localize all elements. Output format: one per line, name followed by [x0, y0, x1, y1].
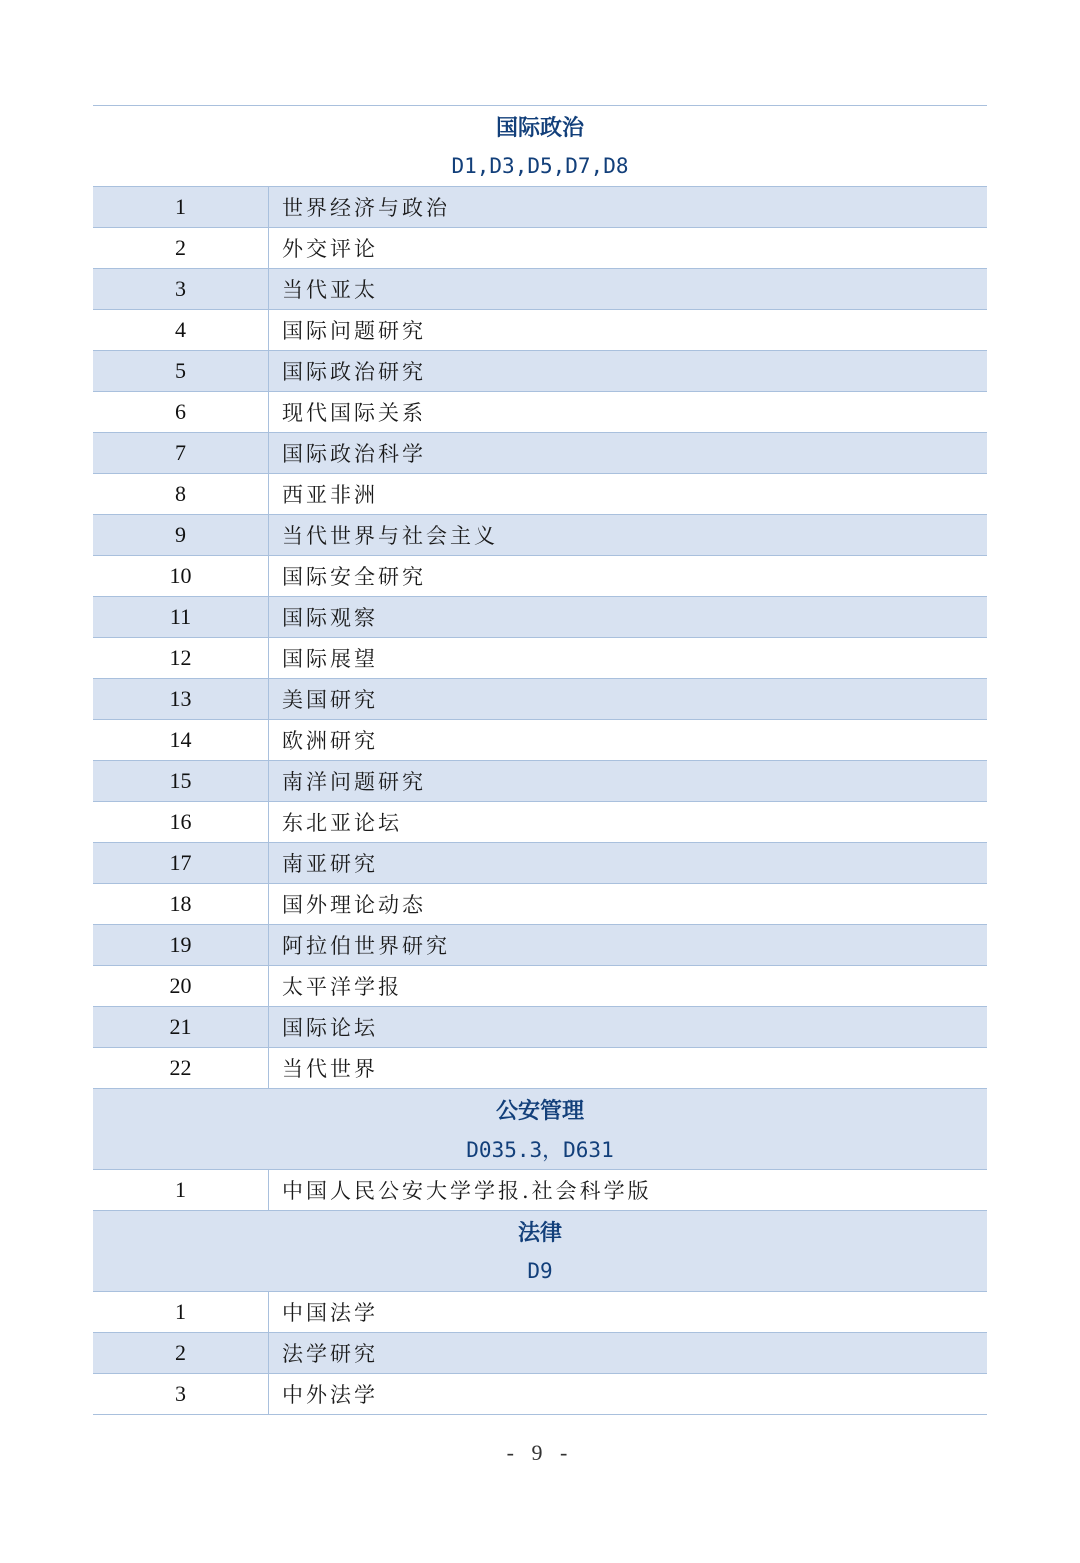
row-number: 20 [93, 966, 269, 1006]
journal-name: 国外理论动态 [282, 893, 426, 917]
row-number: 18 [93, 884, 269, 924]
journal-table [93, 105, 987, 1415]
section-codes: D035.3，D631 [466, 1138, 614, 1162]
journal-name: 南亚研究 [282, 852, 378, 876]
table-row [93, 1333, 987, 1374]
journal-name: 现代国际关系 [282, 401, 426, 425]
row-number: 12 [93, 638, 269, 678]
section-header-law [93, 1211, 987, 1292]
table-row [93, 1007, 987, 1048]
journal-name: 中外法学 [282, 1383, 378, 1407]
journal-name: 外交评论 [282, 237, 378, 261]
section-title: 国际政治 [495, 114, 584, 141]
journal-name: 阿拉伯世界研究 [282, 934, 450, 958]
row-number: 13 [93, 679, 269, 719]
journal-name: 国际展望 [282, 647, 378, 671]
table-row [93, 884, 987, 925]
journal-name: 法学研究 [282, 1342, 378, 1366]
table-row [93, 1048, 987, 1089]
row-number: 3 [93, 1374, 269, 1414]
journal-name: 当代世界与社会主义 [282, 524, 498, 548]
table-row [93, 1374, 987, 1415]
row-number: 8 [93, 474, 269, 514]
row-number: 15 [93, 761, 269, 801]
row-number: 21 [93, 1007, 269, 1047]
row-number: 1 [93, 187, 269, 227]
journal-name: 当代亚太 [282, 278, 378, 302]
row-number: 17 [93, 843, 269, 883]
journal-name: 西亚非洲 [282, 483, 378, 507]
journal-name: 国际论坛 [282, 1016, 378, 1040]
table-row [93, 761, 987, 802]
table-row [93, 433, 987, 474]
table-row [93, 720, 987, 761]
table-row [93, 228, 987, 269]
row-number: 14 [93, 720, 269, 760]
row-number: 7 [93, 433, 269, 473]
journal-name: 南洋问题研究 [282, 770, 426, 794]
journal-name: 国际政治研究 [282, 360, 426, 384]
row-number: 9 [93, 515, 269, 555]
table-row [93, 269, 987, 310]
table-row [93, 474, 987, 515]
journal-name: 太平洋学报 [282, 975, 402, 999]
row-number: 2 [93, 228, 269, 268]
journal-name: 东北亚论坛 [282, 811, 402, 835]
section-codes: D1,D3,D5,D7,D8 [451, 154, 629, 178]
journal-name: 美国研究 [282, 688, 378, 712]
row-number: 4 [93, 310, 269, 350]
section-title: 公安管理 [495, 1097, 584, 1124]
row-number: 1 [93, 1170, 269, 1210]
journal-name: 国际安全研究 [282, 565, 426, 589]
row-number: 3 [93, 269, 269, 309]
table-row [93, 1170, 987, 1211]
row-number: 5 [93, 351, 269, 391]
table-row [93, 802, 987, 843]
table-row [93, 187, 987, 228]
journal-name: 中国人民公安大学学报.社会科学版 [282, 1179, 652, 1203]
table-row [93, 1292, 987, 1333]
page-number: - 9 - [506, 1440, 574, 1465]
row-number: 11 [93, 597, 269, 637]
table-row [93, 925, 987, 966]
row-number: 10 [93, 556, 269, 596]
table-row [93, 515, 987, 556]
journal-name: 国际政治科学 [282, 442, 426, 466]
section-codes: D9 [527, 1259, 553, 1283]
row-number: 16 [93, 802, 269, 842]
journal-name: 国际问题研究 [282, 319, 426, 343]
journal-name: 国际观察 [282, 606, 378, 630]
journal-name: 世界经济与政治 [282, 196, 450, 220]
table-row [93, 351, 987, 392]
journal-name: 当代世界 [282, 1057, 378, 1081]
table-row [93, 966, 987, 1007]
journal-name: 欧洲研究 [282, 729, 378, 753]
section-header-public-security [93, 1089, 987, 1170]
row-number: 19 [93, 925, 269, 965]
table-row [93, 679, 987, 720]
table-row [93, 843, 987, 884]
section-title: 法律 [517, 1219, 562, 1246]
row-number: 22 [93, 1048, 269, 1088]
row-number: 6 [93, 392, 269, 432]
row-number: 1 [93, 1292, 269, 1332]
section-header-international-politics [93, 106, 987, 187]
table-row [93, 556, 987, 597]
row-number: 2 [93, 1333, 269, 1373]
table-row [93, 392, 987, 433]
table-row [93, 597, 987, 638]
journal-name: 中国法学 [282, 1301, 378, 1325]
table-row [93, 310, 987, 351]
table-row [93, 638, 987, 679]
